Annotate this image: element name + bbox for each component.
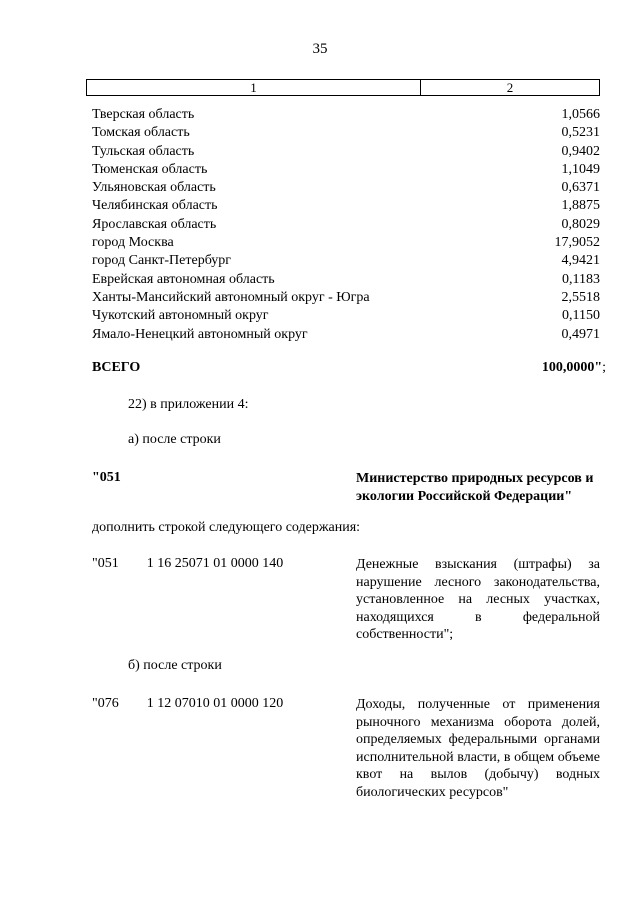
region-value: 0,1150	[562, 308, 600, 324]
paragraph-add: дополнить строкой следующего содержания:	[92, 520, 361, 535]
table-row	[92, 179, 600, 197]
entry3-code-prefix: "076	[92, 696, 119, 711]
region-name: Томская область	[92, 125, 190, 141]
entry1-code: "051	[92, 470, 121, 485]
region-name: Тверская область	[92, 107, 195, 122]
region-value: 1,1049	[561, 161, 600, 177]
region-value: 0,1183	[562, 271, 600, 287]
entry3-text: Доходы, полученные от применения рыночного механизма оборота долей, определяемых федеральными органами исполнительной власти, в общем объеме квот на вылов (добычу) водных биологических ресурсов"	[356, 697, 600, 800]
entry2-code: 1 16 25071 01 0000 140	[146, 556, 284, 571]
table-row	[92, 143, 600, 161]
region-value: 4,9421	[561, 253, 600, 269]
entry2-code-line	[92, 556, 283, 572]
entry2-text: Денежные взыскания (штрафы) за нарушение лесного законодательства, установленное на лесных участках, находящихся в федеральной собственности";	[356, 557, 600, 643]
region-value: 1,0566	[561, 107, 600, 122]
region-name: Чукотский автономный округ	[92, 308, 269, 324]
region-list	[92, 106, 600, 344]
paragraph-b: б) после строки	[128, 658, 222, 673]
table-header-col2: 2	[506, 80, 514, 95]
region-value: 17,9052	[554, 235, 600, 251]
region-name: Ханты-Мансийский автономный округ - Югра	[92, 289, 370, 305]
paragraph-22: 22) в приложении 4:	[128, 397, 249, 412]
table-header-col1: 1	[87, 80, 421, 95]
region-value: 2,5518	[561, 289, 600, 305]
region-value: 0,4971	[561, 326, 600, 342]
table-header	[86, 79, 600, 96]
table-row	[92, 161, 600, 179]
entry3-code: 1 12 07010 01 0000 120	[146, 696, 284, 711]
region-value: 0,5231	[561, 125, 600, 141]
table-row	[92, 234, 600, 252]
table-row	[92, 289, 600, 307]
region-value: 1,8875	[561, 198, 600, 214]
region-name: город Москва	[92, 235, 174, 251]
total-tail: ;	[602, 360, 606, 375]
table-row	[92, 124, 600, 142]
page-number: 35	[312, 41, 328, 57]
region-name: Ямало-Ненецкий автономный округ	[92, 326, 308, 342]
paragraph-a: а) после строки	[128, 432, 221, 447]
total-row	[92, 360, 606, 376]
region-name: Тюменская область	[92, 161, 208, 177]
region-name: Еврейская автономная область	[92, 271, 275, 287]
entry2-code-prefix: "051	[92, 556, 119, 571]
table-row	[92, 252, 600, 270]
total-value: 100,0000"	[541, 360, 603, 375]
region-value: 0,9402	[561, 143, 600, 159]
region-value: 0,8029	[561, 216, 600, 232]
table-row	[92, 271, 600, 289]
region-name: Тульская область	[92, 143, 195, 159]
table-row	[92, 106, 600, 124]
table-row	[92, 216, 600, 234]
entry1-text: Министерство природных ресурсов и экологии Российской Федерации"	[356, 471, 594, 504]
total-label: ВСЕГО	[92, 360, 141, 375]
region-name: Челябинская область	[92, 198, 218, 214]
table-row	[92, 326, 600, 344]
entry3-code-line	[92, 696, 283, 712]
table-row	[92, 307, 600, 325]
total-value-wrap	[542, 360, 606, 376]
region-name: Ярославская область	[92, 216, 217, 232]
region-name: Ульяновская область	[92, 180, 216, 196]
region-value: 0,6371	[561, 180, 600, 196]
table-row	[92, 197, 600, 215]
region-name: город Санкт-Петербург	[92, 253, 232, 269]
